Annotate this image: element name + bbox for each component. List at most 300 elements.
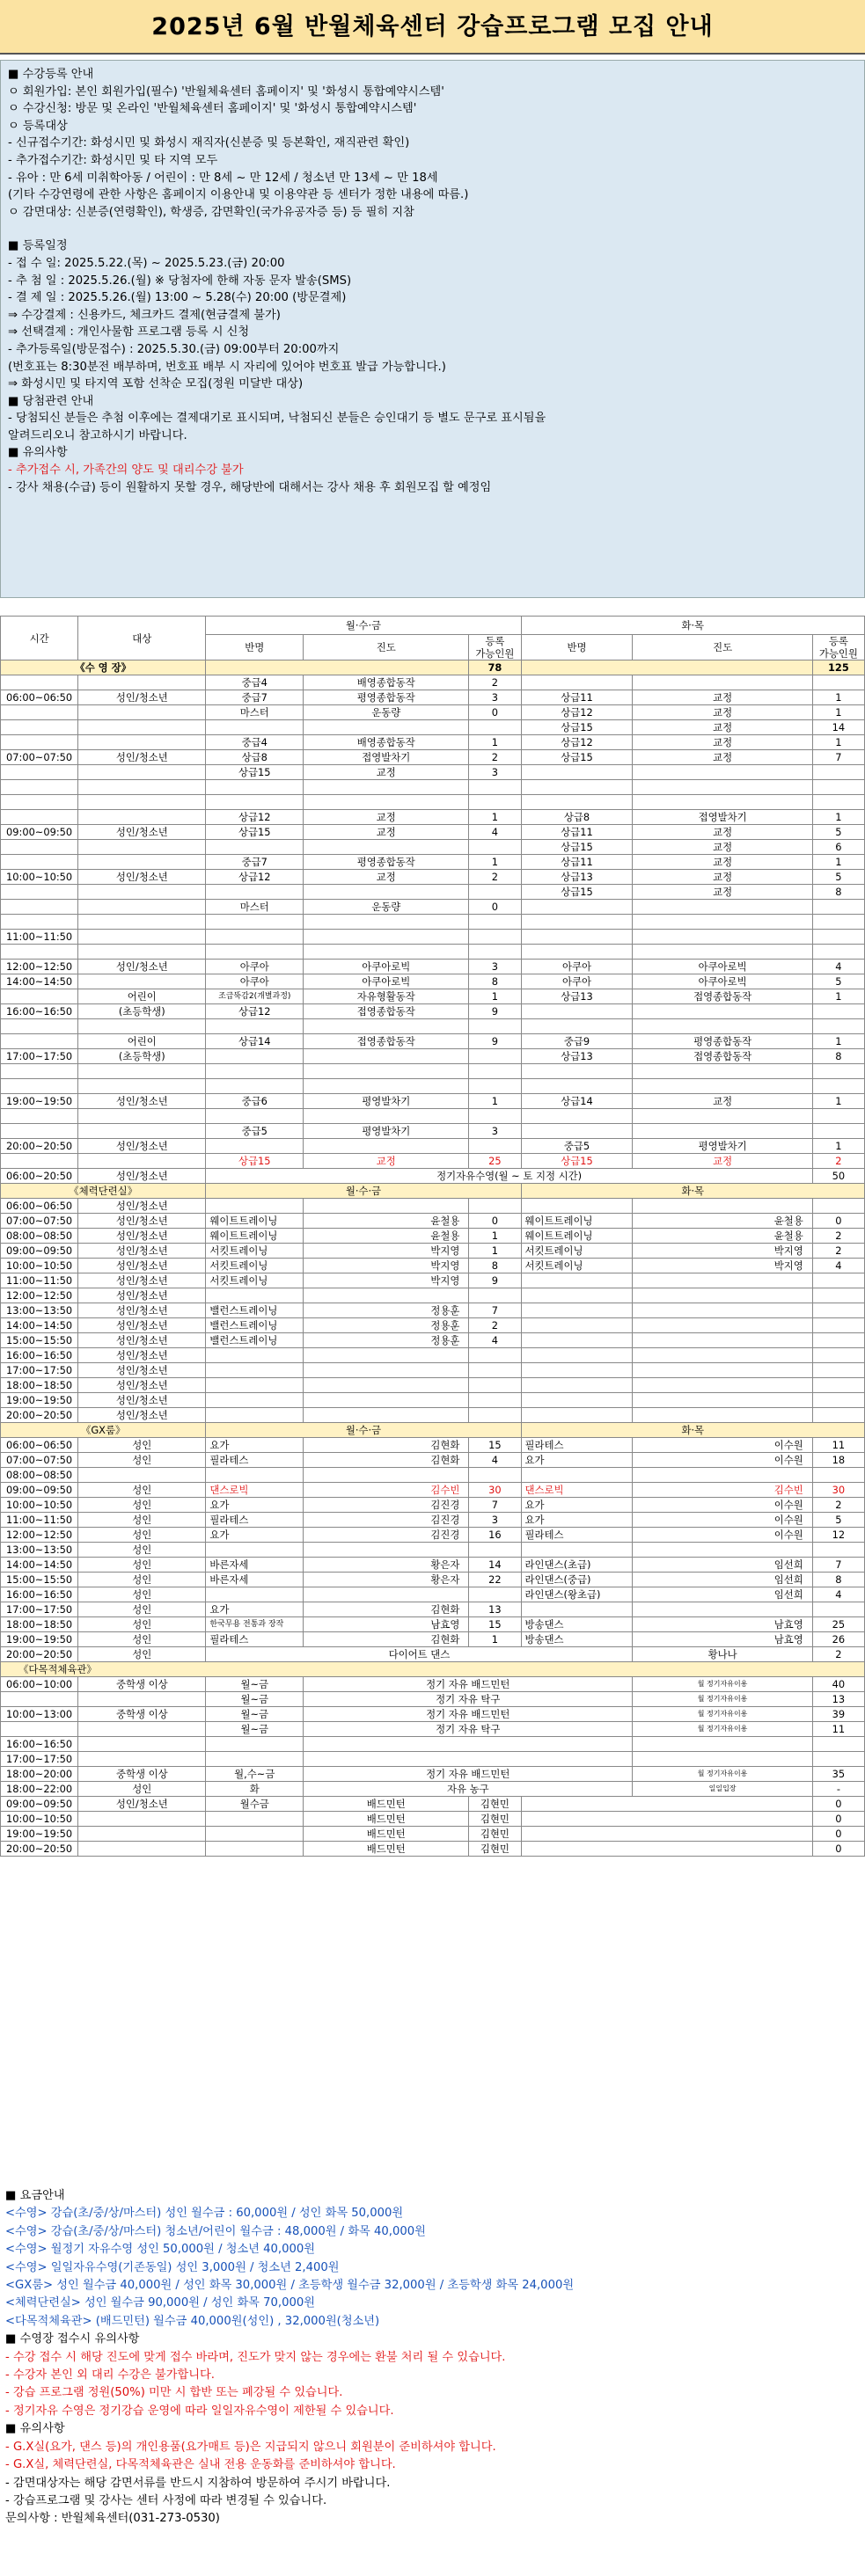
table-cell: 상급14 xyxy=(206,1034,304,1049)
table-cell: 상급15 xyxy=(521,840,633,855)
capacity: 0 xyxy=(812,1812,864,1827)
capacity-total: 125 xyxy=(812,660,864,675)
program-schedule-table xyxy=(0,616,865,1857)
fee-line: ■ 수영장 접수시 유의사항 xyxy=(5,2332,140,2346)
table-cell: 아쿠아 xyxy=(206,960,304,974)
capacity xyxy=(812,1468,864,1483)
table-cell xyxy=(78,1842,206,1857)
capacity: 1 xyxy=(812,1094,864,1109)
notice-line: 알려드리오니 참고하시기 바랍니다. xyxy=(8,428,187,442)
capacity: 2 xyxy=(469,1318,521,1333)
table-cell: 서킷트레이닝 xyxy=(206,1273,304,1288)
table-row xyxy=(1,1363,865,1378)
fee-line: ■ 요금안내 xyxy=(5,2189,65,2202)
capacity: 50 xyxy=(812,1169,864,1184)
table-cell: 자유형활동작 xyxy=(304,989,469,1004)
table-row xyxy=(1,1842,865,1857)
class-name: 다이어트 댄스 xyxy=(206,1647,633,1662)
payment-type: 월 정기자유이용 xyxy=(633,1677,812,1692)
table-cell: (초등학생) xyxy=(78,1004,206,1019)
capacity xyxy=(469,1199,521,1214)
table-cell xyxy=(633,795,812,810)
class-name: 배드민턴 xyxy=(304,1812,469,1827)
table-cell xyxy=(1,735,78,750)
capacity: 0 xyxy=(812,1797,864,1812)
class-name xyxy=(304,1752,633,1767)
table-cell xyxy=(78,780,206,795)
table-cell: 마스터 xyxy=(206,705,304,720)
capacity: 30 xyxy=(812,1483,864,1498)
table-cell: 서킷트레이닝 xyxy=(521,1259,633,1273)
capacity xyxy=(812,1378,864,1393)
capacity xyxy=(469,1587,521,1602)
notice-line: (기타 수강연령에 관한 사항은 홈페이지 이용안내 및 이용약관 등 센터가 정한 내용에 따름.) xyxy=(8,188,469,202)
table-cell: 운동량 xyxy=(304,705,469,720)
table-cell: 06:00~20:50 xyxy=(1,1169,78,1184)
table-cell: 상급11 xyxy=(521,855,633,870)
table-cell: 성인/청소년 xyxy=(78,1199,206,1214)
table-cell xyxy=(1,915,78,930)
table-row xyxy=(1,1333,865,1348)
table-row xyxy=(1,870,865,885)
table-cell: 성인/청소년 xyxy=(78,1393,206,1408)
capacity: 2 xyxy=(469,870,521,885)
capacity xyxy=(469,1064,521,1079)
header-cell: 반명 xyxy=(521,635,633,660)
table-cell xyxy=(521,675,633,690)
table-cell xyxy=(206,1019,304,1034)
payment-type xyxy=(633,1737,812,1752)
table-row xyxy=(1,945,865,960)
table-cell: 박지영 xyxy=(304,1273,469,1288)
table-row xyxy=(1,974,865,989)
table-row xyxy=(1,1064,865,1079)
capacity: 2 xyxy=(812,1154,864,1169)
table-cell: 성인/청소년 xyxy=(78,1214,206,1229)
table-cell xyxy=(78,1737,206,1752)
table-row xyxy=(1,705,865,720)
capacity: 8 xyxy=(812,1573,864,1587)
capacity: 4 xyxy=(812,960,864,974)
table-row xyxy=(1,1019,865,1034)
table-cell: 성인/청소년 xyxy=(78,825,206,840)
capacity xyxy=(812,1602,864,1617)
table-cell xyxy=(521,1004,633,1019)
table-cell xyxy=(1,945,78,960)
class-name: 정기 자유 배드민턴 xyxy=(304,1767,633,1782)
instructor: 김현민 xyxy=(469,1797,521,1812)
table-cell: 중급5 xyxy=(521,1139,633,1154)
class-name: 정기 자유 탁구 xyxy=(304,1722,633,1737)
table-row xyxy=(1,1647,865,1662)
capacity xyxy=(812,1303,864,1318)
notice-line: - 추 첨 일 : 2025.5.26.(월) ※ 당첨자에 한해 자동 문자 발송(SMS) xyxy=(8,274,352,288)
table-cell xyxy=(206,1543,304,1558)
table-row xyxy=(1,1543,865,1558)
table-cell: 김진경 xyxy=(304,1513,469,1528)
table-cell: 14:00~14:50 xyxy=(1,1318,78,1333)
table-cell: 평영발차기 xyxy=(633,1139,812,1154)
capacity: 7 xyxy=(469,1498,521,1513)
table-cell: 필라테스 xyxy=(521,1528,633,1543)
table-cell: 상급14 xyxy=(521,1094,633,1109)
table-cell: 박지영 xyxy=(633,1259,812,1273)
capacity: 13 xyxy=(812,1692,864,1707)
table-cell xyxy=(1,810,78,825)
table-cell: 17:00~17:50 xyxy=(1,1363,78,1378)
table-cell xyxy=(521,765,633,780)
capacity: 2 xyxy=(812,1647,864,1662)
table-cell xyxy=(633,945,812,960)
notice-line: ■ 유의사항 xyxy=(8,446,68,460)
fee-line: 문의사항 : 반월체육센터(031-273-0530) xyxy=(5,2512,220,2526)
table-cell xyxy=(78,705,206,720)
capacity: 12 xyxy=(812,1528,864,1543)
table-cell: 06:00~06:50 xyxy=(1,1199,78,1214)
table-cell: 교정 xyxy=(633,750,812,765)
table-row xyxy=(1,1692,865,1707)
capacity: 1 xyxy=(469,1244,521,1259)
table-row xyxy=(1,1423,865,1438)
table-row xyxy=(1,1498,865,1513)
table-cell xyxy=(521,1333,633,1348)
fee-line: - 정기자유 수영은 정기강습 운영에 따라 일일자유수영이 제한될 수 있습니다. xyxy=(5,2404,394,2418)
fee-line: - G.X실(요가, 댄스 등)의 개인용품(요가매트 등)은 지급되지 않으니 회원분이 준비하셔야 합니다. xyxy=(5,2440,496,2454)
table-cell: 성인/청소년 xyxy=(78,750,206,765)
header-cell: 진도 xyxy=(633,635,812,660)
table-cell xyxy=(1,989,78,1004)
capacity: 16 xyxy=(469,1528,521,1543)
table-cell xyxy=(78,974,206,989)
capacity xyxy=(812,1019,864,1034)
table-cell: 08:00~08:50 xyxy=(1,1468,78,1483)
table-cell xyxy=(521,780,633,795)
capacity: 6 xyxy=(812,840,864,855)
table-cell: 교정 xyxy=(304,1154,469,1169)
table-cell xyxy=(206,1408,304,1423)
table-cell: 정용훈 xyxy=(304,1303,469,1318)
table-cell xyxy=(1,1019,78,1034)
capacity: 4 xyxy=(812,1587,864,1602)
table-cell: 교정 xyxy=(633,1154,812,1169)
table-row xyxy=(1,1468,865,1483)
table-cell: 요가 xyxy=(521,1498,633,1513)
table-cell: 평영종합동작 xyxy=(304,855,469,870)
table-cell xyxy=(1,1034,78,1049)
table-cell: 20:00~20:50 xyxy=(1,1139,78,1154)
registration-notice xyxy=(0,60,865,598)
capacity xyxy=(812,1348,864,1363)
table-cell: 10:00~10:50 xyxy=(1,1812,78,1827)
table-cell xyxy=(521,930,633,945)
table-cell: 상급11 xyxy=(521,690,633,705)
capacity xyxy=(812,1363,864,1378)
capacity xyxy=(812,1064,864,1079)
table-cell xyxy=(206,1737,304,1752)
payment-type xyxy=(633,1752,812,1767)
table-cell xyxy=(521,1393,633,1408)
table-cell xyxy=(633,1468,812,1483)
table-cell: 성인 xyxy=(78,1602,206,1617)
table-cell: 이수원 xyxy=(633,1498,812,1513)
table-cell: 교정 xyxy=(633,735,812,750)
table-cell: 상급12 xyxy=(206,870,304,885)
class-name: 배드민턴 xyxy=(304,1842,469,1857)
capacity xyxy=(812,1124,864,1139)
instructor: 김현민 xyxy=(469,1812,521,1827)
table-cell: 20:00~20:50 xyxy=(1,1647,78,1662)
capacity: 2 xyxy=(812,1498,864,1513)
capacity xyxy=(469,1363,521,1378)
table-cell xyxy=(633,765,812,780)
table-cell xyxy=(206,660,469,675)
table-cell: 상급12 xyxy=(521,705,633,720)
table-cell: 성인/청소년 xyxy=(78,1259,206,1273)
capacity: 2 xyxy=(812,1244,864,1259)
table-cell: 18:00~22:00 xyxy=(1,1782,78,1797)
table-cell xyxy=(206,1139,304,1154)
capacity: 3 xyxy=(469,1513,521,1528)
fee-line: - 강습 프로그램 정원(50%) 미만 시 합반 또는 폐강될 수 있습니다. xyxy=(5,2386,343,2400)
table-cell xyxy=(304,1587,469,1602)
notice-line: - 추가접수기간: 화성시민 및 타 지역 모두 xyxy=(8,153,218,167)
capacity xyxy=(469,1348,521,1363)
table-cell: 13:00~13:50 xyxy=(1,1303,78,1318)
notice-line: - 당첨되신 분들은 추첨 이후에는 결제대기로 표시되며, 낙첨되신 분들은 승인대기 등 별도 문구로 표시됨을 xyxy=(8,412,546,426)
table-cell: 윤철용 xyxy=(304,1214,469,1229)
table-cell: 박지영 xyxy=(304,1244,469,1259)
table-cell: 접영종합동작 xyxy=(304,1034,469,1049)
table-cell xyxy=(1,1109,78,1124)
table-cell: 교정 xyxy=(633,720,812,735)
table-cell xyxy=(206,915,304,930)
table-cell: 15:00~15:50 xyxy=(1,1333,78,1348)
class-name: 배드민턴 xyxy=(304,1827,469,1842)
table-cell: 18:00~18:50 xyxy=(1,1617,78,1632)
table-cell: 19:00~19:50 xyxy=(1,1827,78,1842)
table-cell xyxy=(206,1363,304,1378)
table-cell: 교정 xyxy=(633,840,812,855)
table-row xyxy=(1,1214,865,1229)
payment-type: 월 정기자유이용 xyxy=(633,1722,812,1737)
capacity: 0 xyxy=(812,1214,864,1229)
capacity: 39 xyxy=(812,1707,864,1722)
table-cell xyxy=(206,1079,304,1094)
notice-line: ㅇ 수강신청: 방문 및 온라인 '반월체육센터 홈페이지' 및 '화성시 통합예약시스템' xyxy=(8,102,417,116)
table-cell: 중학생 이상 xyxy=(78,1677,206,1692)
table-cell: 배영종합동작 xyxy=(304,675,469,690)
table-row xyxy=(1,915,865,930)
table-cell: 상급15 xyxy=(521,750,633,765)
capacity: 35 xyxy=(812,1767,864,1782)
capacity: 8 xyxy=(812,1049,864,1064)
table-cell: 아쿠아로빅 xyxy=(633,960,812,974)
table-cell xyxy=(521,660,812,675)
capacity xyxy=(812,1333,864,1348)
table-cell: 임선희 xyxy=(633,1573,812,1587)
table-cell: 평영종합동작 xyxy=(304,690,469,705)
table-row xyxy=(1,810,865,825)
capacity xyxy=(812,1543,864,1558)
table-cell: 성인/청소년 xyxy=(78,1797,206,1812)
table-cell: 성인/청소년 xyxy=(78,1363,206,1378)
table-cell: 19:00~19:50 xyxy=(1,1632,78,1647)
table-cell: 성인 xyxy=(78,1543,206,1558)
table-cell: 평영발차기 xyxy=(304,1094,469,1109)
table-row xyxy=(1,855,865,870)
capacity: 8 xyxy=(469,974,521,989)
capacity: 0 xyxy=(469,705,521,720)
table-cell: 바른자세 xyxy=(206,1558,304,1573)
table-row xyxy=(1,960,865,974)
notice-line: ⇒ 선택결제 : 개인사물함 프로그램 등록 시 신청 xyxy=(8,325,250,339)
table-cell xyxy=(521,945,633,960)
table-cell xyxy=(1,1722,78,1737)
table-cell xyxy=(304,945,469,960)
table-cell xyxy=(521,900,633,915)
table-cell xyxy=(304,1064,469,1079)
table-cell xyxy=(521,1109,633,1124)
table-cell: 07:00~07:50 xyxy=(1,1214,78,1229)
table-cell: 박지영 xyxy=(304,1259,469,1273)
table-cell: 월,수~금 xyxy=(206,1767,304,1782)
capacity: 3 xyxy=(469,690,521,705)
table-row xyxy=(1,1453,865,1468)
table-cell: 조급뚝감2(개별과정) xyxy=(206,989,304,1004)
table-cell: 이수원 xyxy=(633,1453,812,1468)
table-cell: 중학생 이상 xyxy=(78,1767,206,1782)
table-cell: 방송댄스 xyxy=(521,1617,633,1632)
table-row xyxy=(1,1513,865,1528)
capacity: 7 xyxy=(469,1303,521,1318)
table-cell: 중급6 xyxy=(206,1094,304,1109)
table-cell: 06:00~06:50 xyxy=(1,690,78,705)
table-cell xyxy=(78,1019,206,1034)
table-cell: 이수원 xyxy=(633,1513,812,1528)
table-cell xyxy=(206,1199,304,1214)
table-cell: 평영종합동작 xyxy=(633,1034,812,1049)
capacity: 1 xyxy=(812,705,864,720)
table-cell: 어린이 xyxy=(78,1034,206,1049)
table-cell xyxy=(304,915,469,930)
table-cell xyxy=(206,1827,304,1842)
table-cell xyxy=(78,675,206,690)
table-cell xyxy=(304,1468,469,1483)
section-days: 화·목 xyxy=(521,1184,864,1199)
capacity: 25 xyxy=(812,1617,864,1632)
header-target: 대상 xyxy=(78,617,206,660)
table-cell xyxy=(304,780,469,795)
table-cell xyxy=(304,1393,469,1408)
table-cell xyxy=(633,1004,812,1019)
class-name: 정기 자유 탁구 xyxy=(304,1692,633,1707)
table-cell: 성인/청소년 xyxy=(78,1408,206,1423)
capacity: 1 xyxy=(469,810,521,825)
table-cell: 배영종합동작 xyxy=(304,735,469,750)
table-cell xyxy=(521,1124,633,1139)
table-cell: 교정 xyxy=(633,885,812,900)
table-cell: 박지영 xyxy=(633,1244,812,1259)
table-row xyxy=(1,795,865,810)
table-cell: 중급4 xyxy=(206,735,304,750)
table-cell xyxy=(521,1812,812,1827)
table-cell xyxy=(521,1363,633,1378)
table-cell xyxy=(633,1543,812,1558)
table-cell xyxy=(633,1079,812,1094)
notice-line xyxy=(8,221,857,237)
table-cell xyxy=(304,1348,469,1363)
table-cell: 12:00~12:50 xyxy=(1,1288,78,1303)
notice-line: ㅇ 등록대상 xyxy=(8,119,68,133)
capacity xyxy=(469,930,521,945)
capacity xyxy=(812,1752,864,1767)
table-cell xyxy=(521,1408,633,1423)
capacity xyxy=(812,1079,864,1094)
class-name: 자유 농구 xyxy=(304,1782,633,1797)
table-cell: 성인 xyxy=(78,1453,206,1468)
table-cell: 운동량 xyxy=(304,900,469,915)
table-cell xyxy=(78,1722,206,1737)
table-cell xyxy=(1,795,78,810)
table-cell xyxy=(78,1692,206,1707)
table-cell: 상급12 xyxy=(521,735,633,750)
table-cell: 김현화 xyxy=(304,1602,469,1617)
table-cell xyxy=(1,1064,78,1079)
table-cell: 아쿠아 xyxy=(521,960,633,974)
instructor: 김현민 xyxy=(469,1827,521,1842)
table-cell xyxy=(78,1812,206,1827)
table-cell: 남효영 xyxy=(633,1617,812,1632)
table-row xyxy=(1,1587,865,1602)
table-row xyxy=(1,1617,865,1632)
table-cell xyxy=(78,1079,206,1094)
capacity xyxy=(469,1408,521,1423)
table-cell: 접영발차기 xyxy=(633,810,812,825)
table-cell xyxy=(78,840,206,855)
table-cell xyxy=(633,1393,812,1408)
table-row xyxy=(1,840,865,855)
capacity: 1 xyxy=(812,735,864,750)
notice-line: ■ 당첨관련 안내 xyxy=(8,394,94,408)
table-cell: 09:00~09:50 xyxy=(1,1797,78,1812)
header-tt: 화·목 xyxy=(521,617,864,635)
table-cell: 10:00~10:50 xyxy=(1,1498,78,1513)
table-cell: 아쿠아로빅 xyxy=(304,960,469,974)
table-row xyxy=(1,1767,865,1782)
capacity xyxy=(812,1288,864,1303)
table-cell: 교정 xyxy=(633,825,812,840)
capacity xyxy=(469,795,521,810)
table-cell xyxy=(521,1378,633,1393)
capacity xyxy=(812,1199,864,1214)
capacity xyxy=(812,930,864,945)
section-days: 월·수·금 xyxy=(206,1423,521,1438)
table-cell xyxy=(521,1827,812,1842)
table-cell: 필라테스 xyxy=(206,1632,304,1647)
table-cell xyxy=(633,1303,812,1318)
capacity xyxy=(469,1139,521,1154)
table-cell: 상급8 xyxy=(206,750,304,765)
table-row xyxy=(1,1079,865,1094)
table-cell xyxy=(633,1333,812,1348)
capacity: 1 xyxy=(812,690,864,705)
table-cell: 11:00~11:50 xyxy=(1,1273,78,1288)
free-swim-label: 정기자유수영(월 ~ 토 지정 시간) xyxy=(206,1169,812,1184)
table-cell: 18:00~18:50 xyxy=(1,1378,78,1393)
table-cell xyxy=(304,1408,469,1423)
table-cell xyxy=(304,1363,469,1378)
table-cell: 성인 xyxy=(78,1438,206,1453)
